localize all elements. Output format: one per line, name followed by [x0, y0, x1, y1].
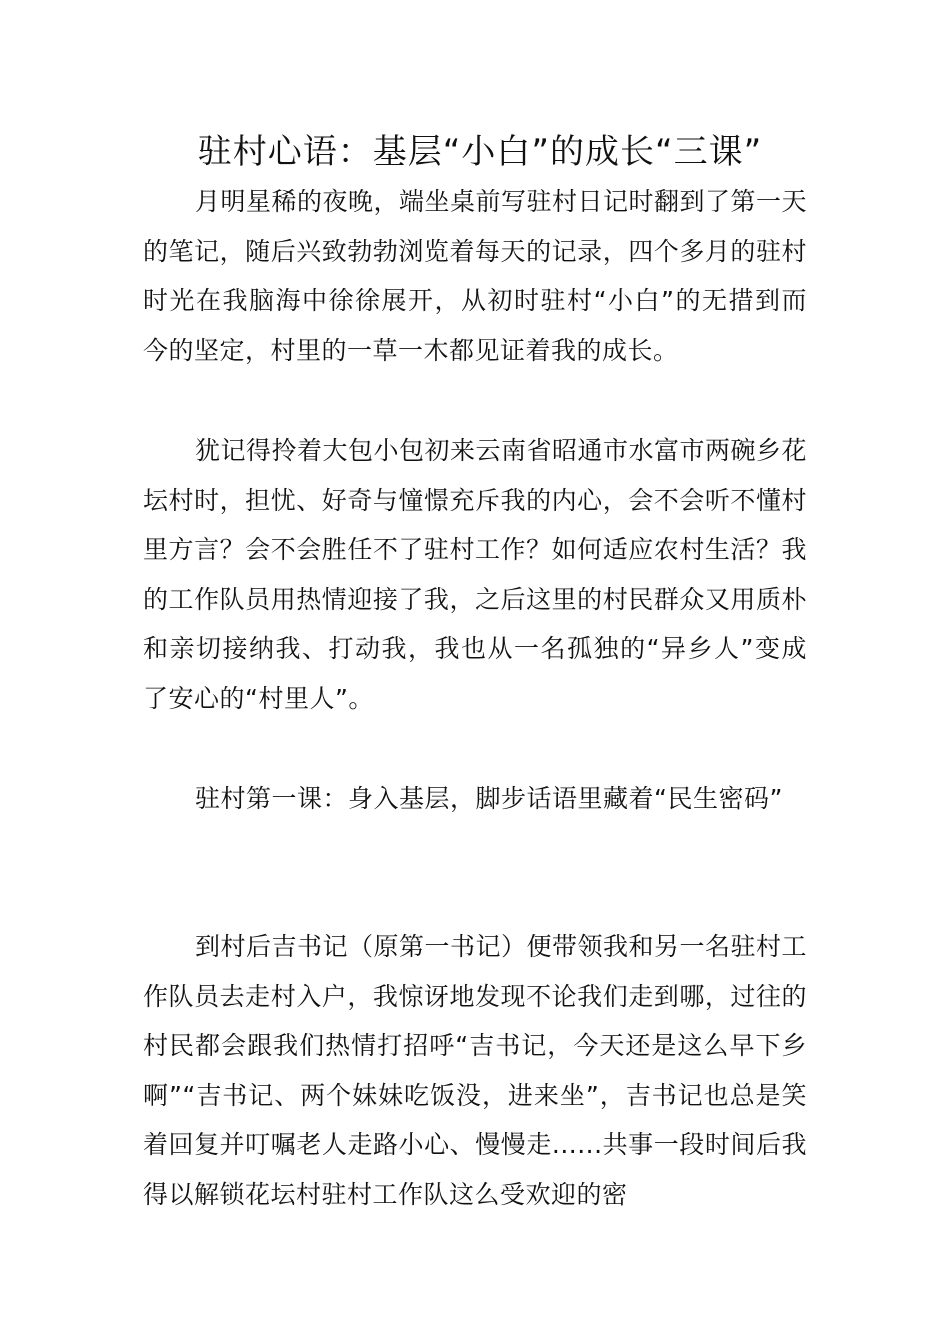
- paragraph-arrival: 犹记得拎着大包小包初来云南省昭通市水富市两碗乡花坛村时，担忧、好奇与憧憬充斥我的内心，会不会听不懂村里方言？会不会胜任不了驻村工作？如何适应农村生活？我的工作队员用热情迎接了我，之后这里的村民群众又用质朴和亲切接纳我、打动我，我也从一名孤独的“异乡人”变成了安心的“村里人”。: [143, 436, 808, 713]
- document-title: 驻村心语：基层“小白”的成长“三课”: [197, 132, 763, 172]
- paragraph-intro: 月明星稀的夜晚，端坐桌前写驻村日记时翻到了第一天的笔记，随后兴致勃勃浏览着每天的记录，四个多月的驻村时光在我脑海中徐徐展开，从初时驻村“小白”的无措到而今的坚定，村里的一草一木都见证着我的成长。: [143, 187, 808, 365]
- section-heading-lesson-one: 驻村第一课：身入基层，脚步话语里藏着“民生密码”: [195, 784, 783, 813]
- paragraph-village-visit: 到村后吉书记（原第一书记）便带领我和另一名驻村工作队员去走村入户，我惊讶地发现不论我们走到哪，过往的村民都会跟我们热情打招呼“吉书记，今天还是这么早下乡啊”“吉书记、两个妹妹吃饭没，进来坐”，吉书记也总是笑着回复并叮嘱老人走路小心、慢慢走......共事一段时间后我得以解锁花坛村驻村工作队这么受欢迎的密: [143, 932, 808, 1209]
